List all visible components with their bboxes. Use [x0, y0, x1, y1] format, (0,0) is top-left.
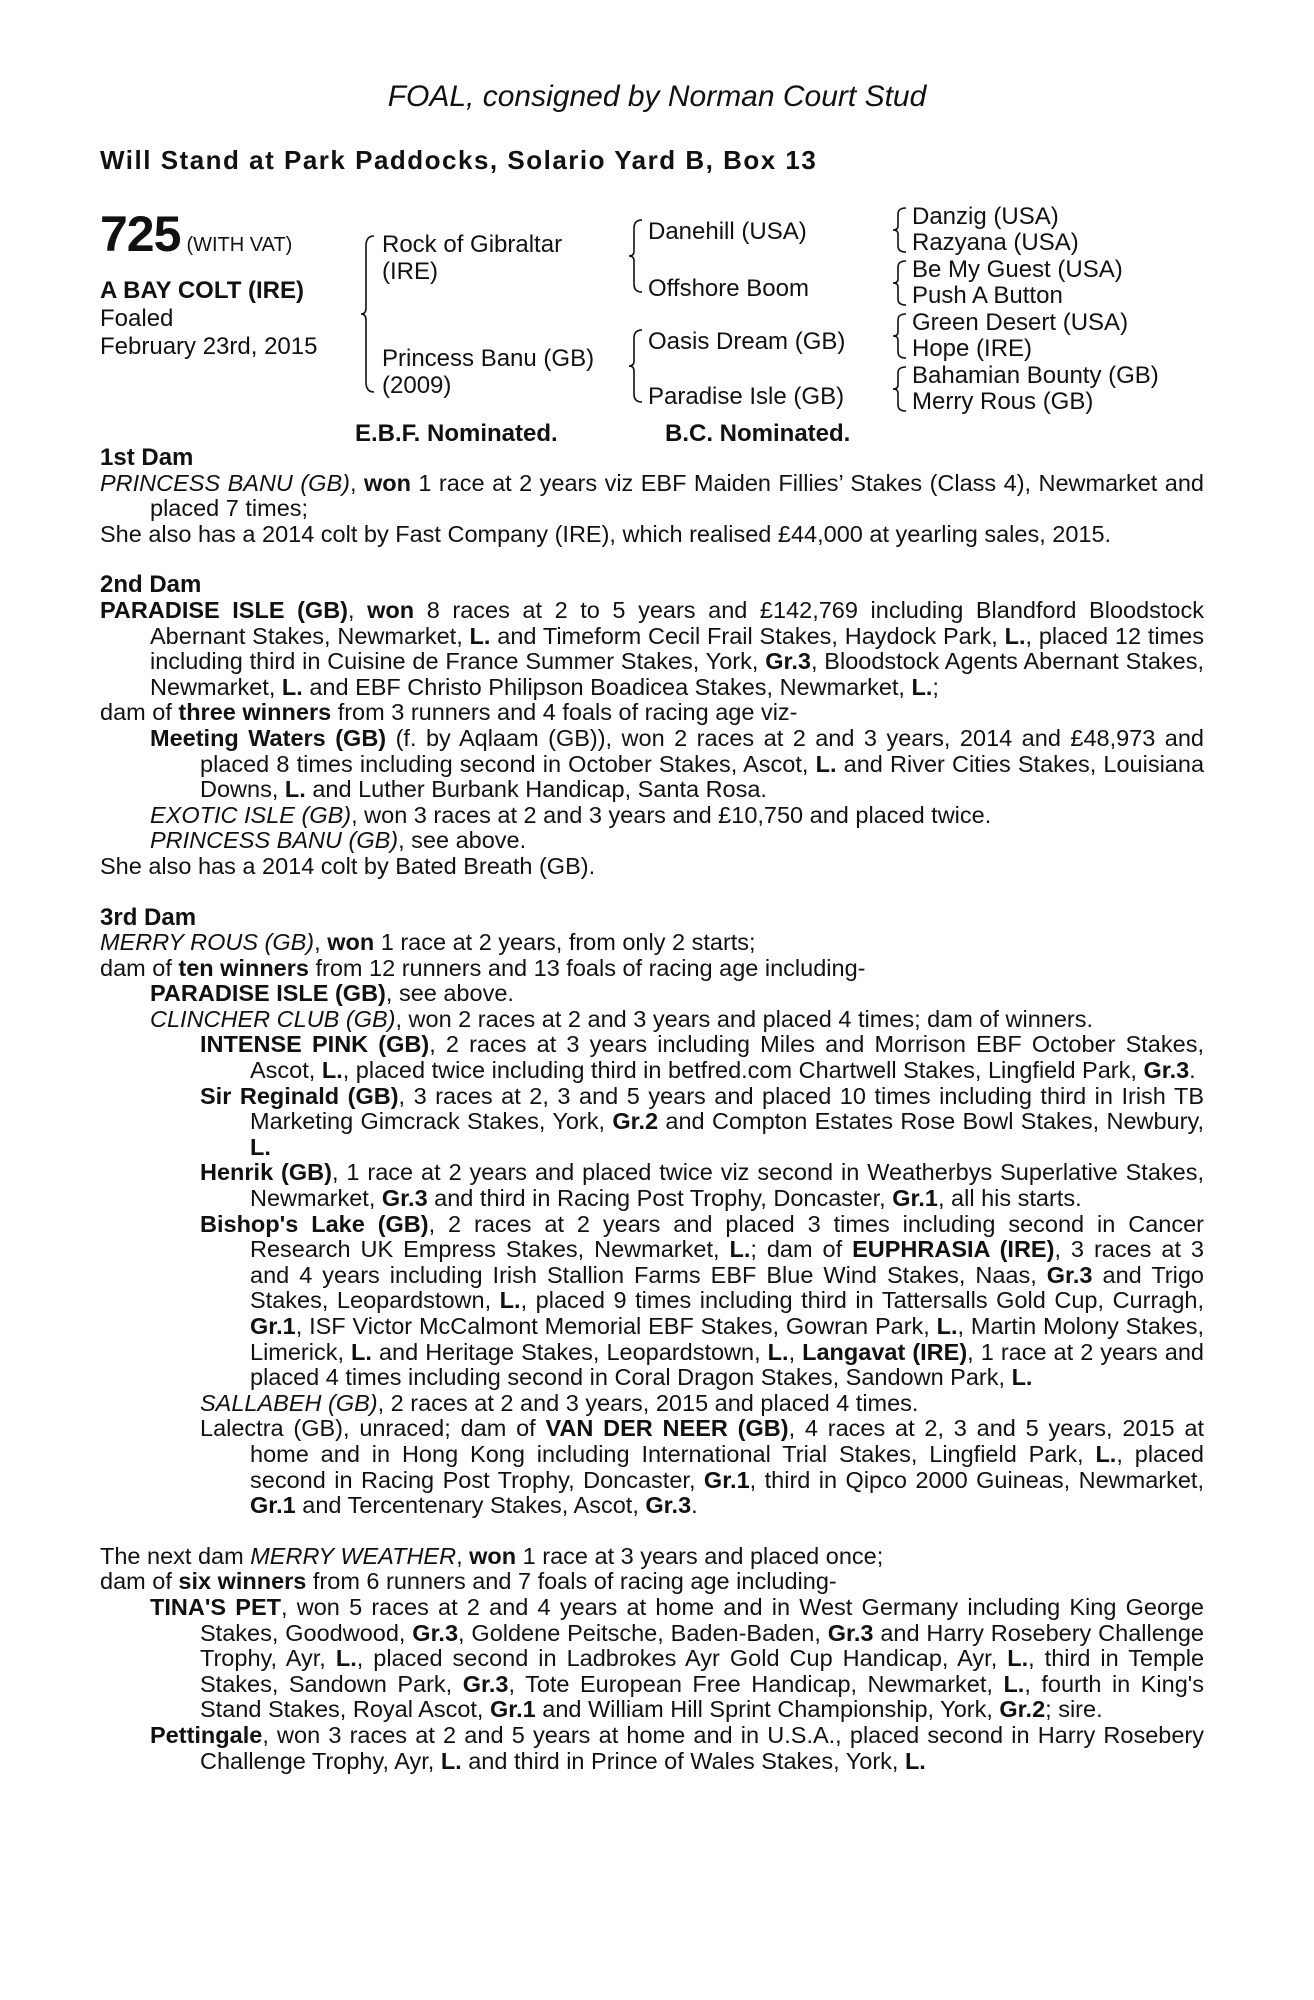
bc-nominated: B.C. Nominated. [665, 420, 851, 447]
bishops-lake-entry: Bishop's Lake (GB), 2 races at 2 years and placed 3 times including second in Cancer Research UK Empress Stakes, Newmarket, L.; dam of EUPHRASIA (IRE), 3 races at 3 and 4 years including Irish Stallion Farms EBF Blue Wind Stakes, Naas, Gr.3 and Trigo Stakes, Leopardstown, L., placed 9 times including third in Tattersalls Gold Cup, Curragh, Gr.1, ISF Victor McCalmont Memorial EBF Stakes, Gowran Park, L., Martin Molony Stakes, Limerick, L. and Heritage Stakes, Leopardstown, L., Langavat (IRE), 1 race at 2 years and placed 4 times including second in Coral Dragon Stakes, Sandown Park, L. [200, 1210, 1205, 1391]
sallabeh-entry: SALLABEH (GB), 2 races at 2 and 3 years, 2015 and placed 4 times. [200, 1389, 919, 1416]
gg-dam-2: Push A Button [912, 282, 1063, 309]
gg-dam-1: Razyana (USA) [912, 229, 1079, 256]
pedigree-brace-3d [892, 365, 908, 413]
lalectra-entry: Lalectra (GB), unraced; dam of VAN DER NEER (GB), 4 races at 2, 3 and 5 years, 2015 at home and in Hong Kong including International Trial Stakes, Lingfield Park, L., placed second in Racing Post Trophy, Doncaster, Gr.1, third in Qipco 2000 Guineas, Newmarket, Gr.1 and Tercentenary Stakes, Ascot, Gr.3. [200, 1415, 1204, 1519]
pedigree-brace-3c [892, 312, 908, 360]
foaled-label: Foaled [100, 305, 174, 332]
gg-dam-4: Merry Rous (GB) [912, 388, 1094, 415]
meeting-waters-entry: Meeting Waters (GB) (f. by Aqlaam (GB)), won 2 races at 2 and 3 years, 2014 and £48,973 and placed 8 times including second in October Stakes, Ascot, L. and River Cities Stakes, Louisiana Downs, L. and Luther Burbank Handicap, Santa Rosa. [150, 724, 1205, 803]
pettingale-entry: Pettingale, won 3 races at 2 and 5 years at home and in U.S.A., placed second in Harry Rosebery Challenge Trophy, Ayr, L. and third in Prince of Wales Stakes, York, L. [150, 1721, 1204, 1774]
sir-reginald-entry: Sir Reginald (GB), 3 races at 2, 3 and 5 years and placed 10 times including third in Irish TB Marketing Gimcrack Stakes, York, Gr.2 and Compton Estates Rose Bowl Stakes, Newbury, L. [200, 1082, 1204, 1160]
gg-sire-1: Danzig (USA) [912, 203, 1059, 230]
clincher-club-entry: CLINCHER CLUB (GB), won 2 races at 2 and 3 years and placed 4 times; dam of winners. [150, 1005, 1094, 1032]
lot-number-line [100, 205, 292, 263]
pedigree-brace-3a [892, 206, 908, 254]
tinas-pet-entry: TINA'S PET, won 5 races at 2 and 4 years at home and in West Germany including King George Stakes, Goodwood, Gr.3, Goldene Peitsche, Baden-Baden, Gr.3 and Harry Rosebery Challenge Trophy, Ayr, L., placed second in Ladbrokes Ayr Gold Cup Handicap, Ayr, L., third in Temple Stakes, Sandown Park, Gr.3, Tote European Free Handicap, Newmarket, L., fourth in King's Stand Stakes, Royal Ascot, Gr.1 and William Hill Sprint Championship, York, Gr.2; sire. [150, 1593, 1205, 1723]
pedigree-brace-3b [892, 259, 908, 307]
stand-location: Will Stand at Park Paddocks, Solario Yard B, Box 13 [100, 145, 818, 175]
sire-name: Rock of Gibraltar [382, 231, 563, 258]
vat-label: (WITH VAT) [186, 234, 293, 256]
sire-sire: Danehill (USA) [648, 218, 807, 245]
second-dam-progeny-note: She also has a 2014 colt by Bated Breath (GB). [100, 852, 596, 879]
gg-sire-4: Bahamian Bounty (GB) [912, 362, 1159, 389]
pedigree-brace-2b [628, 328, 644, 404]
first-dam-record: PRINCESS BANU (GB), won 1 race at 2 years viz EBF Maiden Fillies’ Stakes (Class 4), Newmarket and placed 7 times; [100, 469, 1204, 522]
sire-dam: Offshore Boom [648, 275, 809, 302]
sire-country: (IRE) [382, 258, 438, 285]
second-dam-record: PARADISE ISLE (GB), won 8 races at 2 to 5 years and £142,769 including Blandford Bloodstock Abernant Stakes, Newmarket, L. and Timeform Cecil Frail Stakes, Haydock Park, L., placed 12 times including third in Cuisine de France Summer Stakes, York, Gr.3, Bloodstock Agents Abernant Stakes, Newmarket, L. and EBF Christo Philipson Boadicea Stakes, Newmarket, L.; [100, 596, 1205, 700]
dam-sire: Oasis Dream (GB) [648, 328, 846, 355]
princess-banu-ref: PRINCESS BANU (GB), see above. [150, 827, 527, 854]
next-dam-record: The next dam MERRY WEATHER, won 1 race at 3 years and placed once; [100, 1542, 884, 1569]
foaled-date: February 23rd, 2015 [100, 333, 318, 360]
ebf-nominated: E.B.F. Nominated. [355, 420, 558, 447]
lot-description: A BAY COLT (IRE) [100, 277, 305, 304]
paradise-isle-ref: PARADISE ISLE (GB), see above. [150, 980, 514, 1007]
second-dam-produce-summary: dam of three winners from 3 runners and 4 foals of racing age viz- [100, 699, 798, 726]
dam-dam: Paradise Isle (GB) [648, 383, 845, 410]
third-dam-produce-summary: dam of ten winners from 12 runners and 13 foals of racing age including- [100, 954, 866, 981]
pedigree-brace-1 [360, 234, 376, 394]
intense-pink-entry: INTENSE PINK (GB), 2 races at 3 years including Miles and Morrison EBF October Stakes, Ascot, L., placed twice including third in betfred.com Chartwell Stakes, Lingfield Park, Gr.3. [200, 1031, 1204, 1084]
second-dam-heading: 2nd Dam [100, 571, 202, 599]
dam-year: (2009) [382, 372, 452, 399]
page-title: FOAL, consigned by Norman Court Stud [387, 80, 927, 113]
first-dam-progeny-note: She also has a 2014 colt by Fast Company (IRE), which realised £44,000 at yearling sales, 2015. [100, 520, 1112, 547]
pedigree-brace-2a [628, 218, 644, 294]
third-dam-heading: 3rd Dam [100, 903, 197, 931]
next-dam-produce-summary: dam of six winners from 6 runners and 7 foals of racing age including- [100, 1568, 837, 1595]
gg-dam-3: Hope (IRE) [912, 335, 1033, 362]
gg-sire-3: Green Desert (USA) [912, 309, 1129, 336]
third-dam-record: MERRY ROUS (GB), won 1 race at 2 years, from only 2 starts; [100, 929, 756, 956]
henrik-entry: Henrik (GB), 1 race at 2 years and placed twice viz second in Weatherbys Superlative Stakes, Newmarket, Gr.3 and third in Racing Post Trophy, Doncaster, Gr.1, all his starts. [200, 1159, 1204, 1212]
gg-sire-2: Be My Guest (USA) [912, 256, 1123, 283]
first-dam-heading: 1st Dam [100, 444, 194, 471]
lot-number: 725 [100, 206, 181, 262]
dam-name: Princess Banu (GB) [382, 345, 595, 372]
catalogue-body [100, 445, 1204, 1774]
exotic-isle-entry: EXOTIC ISLE (GB), won 3 races at 2 and 3 years and £10,750 and placed twice. [150, 801, 992, 828]
